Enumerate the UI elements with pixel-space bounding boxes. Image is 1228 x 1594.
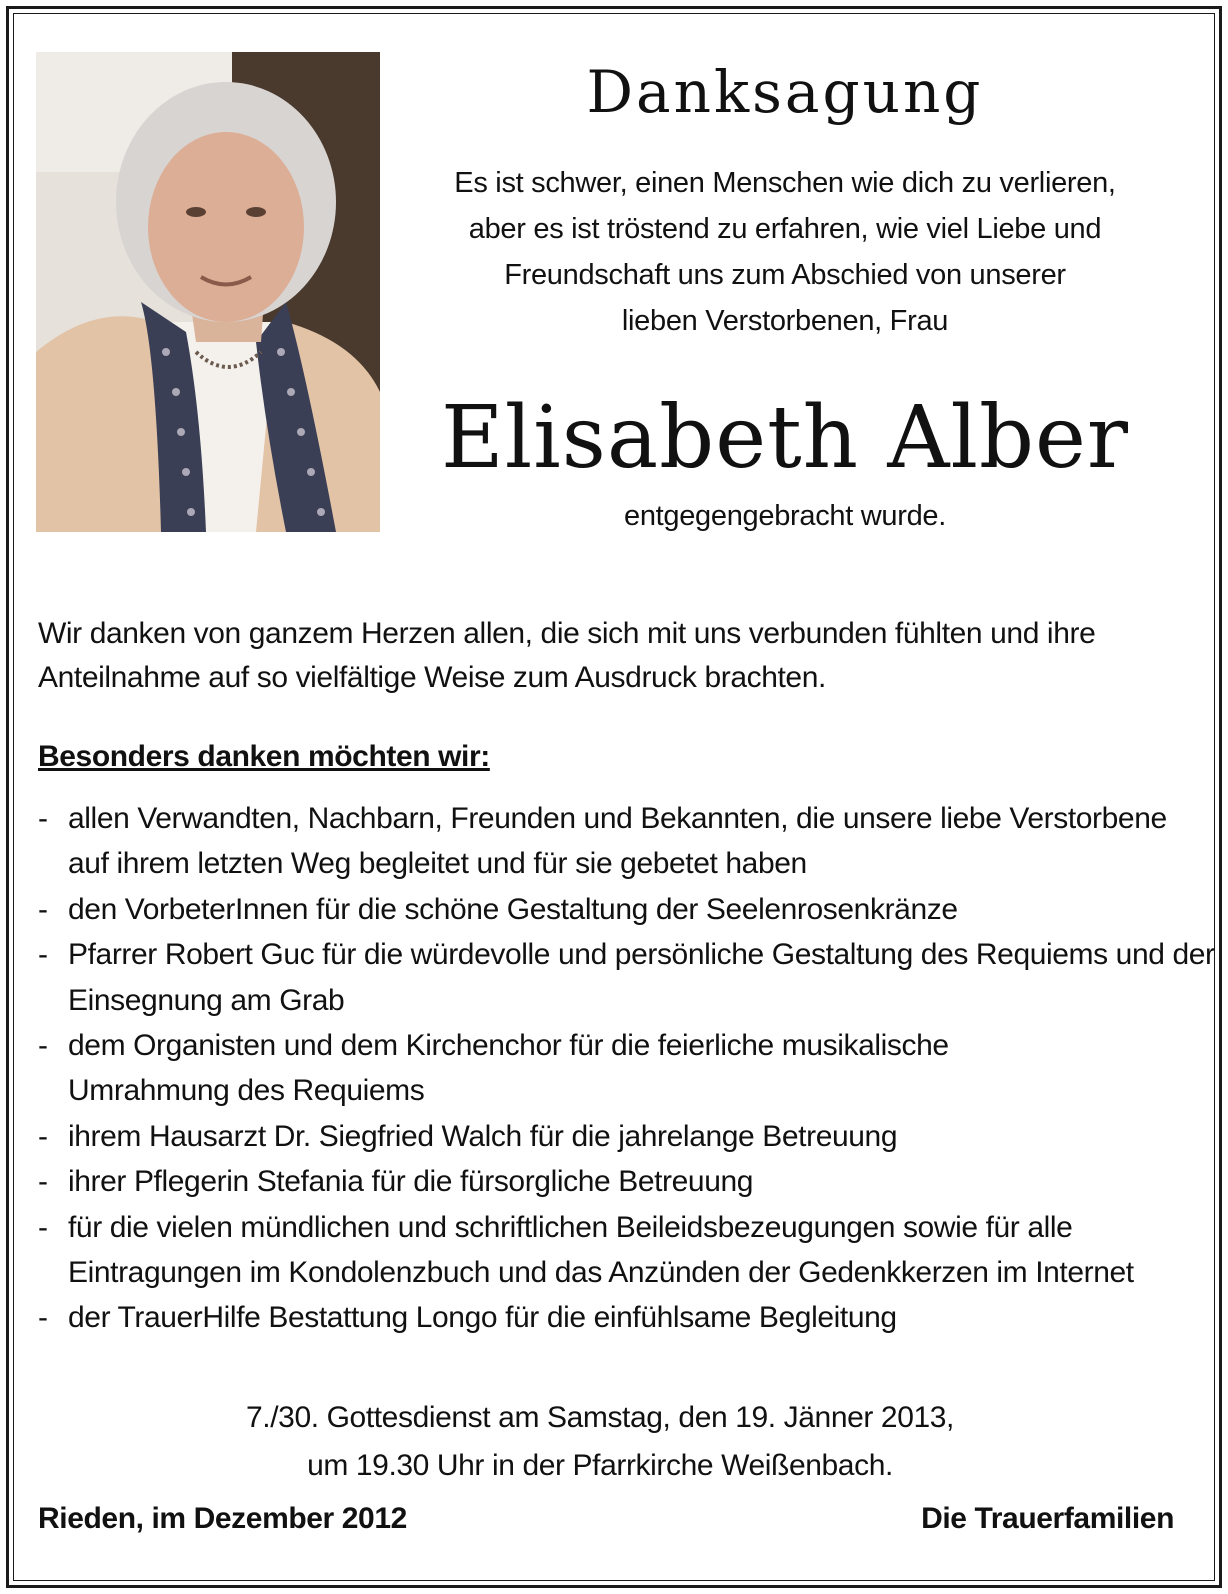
service-line: um 19.30 Uhr in der Pfarrkirche Weißenbach. [307,1449,893,1482]
service-line: 7./30. Gottesdienst am Samstag, den 19. Jänner 2013, [246,1401,954,1434]
list-item-line: Umrahmung des Requiems [68,1074,425,1108]
list-item-line: Pfarrer Robert Guc für die würdevolle und persönliche Gestaltung des Requiems und der [68,938,1215,972]
list-dash: - [38,938,48,972]
list-item [38,932,1215,1023]
intro-line: aber es ist tröstend zu erfahren, wie viel Liebe und [468,213,1102,245]
service-info [200,1394,1000,1490]
list-dash: - [38,802,48,835]
list-dash: - [38,892,48,926]
list-item-line: den VorbeterInnen für die schöne Gestaltung der Seelenrosenkränze [68,892,958,926]
list-item [38,1295,1208,1340]
thanks-line: Wir danken von ganzem Herzen allen, die sich mit uns verbunden fühlten und ihre [38,617,1096,650]
after-name-text: entgegengebracht wurde. [623,500,946,532]
list-item [38,1114,1208,1159]
thanks-list [38,796,1215,1341]
list-dash: - [38,1165,48,1199]
list-item-line: der TrauerHilfe Bestattung Longo für die einfühlsame Begleitung [68,1301,897,1335]
list-item-line: allen Verwandten, Nachbarn, Freunden und Bekannten, die unsere liebe Verstorbene [68,802,1167,835]
intro-line: Freundschaft uns zum Abschied von unserer [504,259,1066,291]
special-thanks-heading: Besonders danken möchten wir: [38,740,490,773]
list-item-line: ihrem Hausarzt Dr. Siegfried Walch für die jahrelange Betreuung [68,1119,898,1153]
list-dash: - [38,1301,48,1335]
portrait-photo [36,52,380,532]
portrait-illustration [36,52,380,532]
list-item [38,796,1208,887]
list-item-line: auf ihrem letzten Weg begleitet und für sie gebetet haben [68,847,807,881]
notice-title: Danksagung [586,58,984,126]
list-item [38,1205,1208,1296]
list-dash: - [38,1119,48,1153]
deceased-name: Elisabeth Alber [440,388,1130,488]
signature: Die Trauerfamilien [921,1502,1174,1535]
list-item [38,887,1208,932]
thanks-line: Anteilnahme auf so vielfältige Weise zum Ausdruck brachten. [38,661,826,694]
list-item [38,1159,1208,1204]
intro-text [400,160,1170,344]
list-item-line: für die vielen mündlichen und schriftlichen Beileidsbezeugungen sowie für alle [68,1210,1073,1244]
intro-line: Es ist schwer, einen Menschen wie dich zu verlieren, [454,167,1116,199]
intro-line: lieben Verstorbenen, Frau [621,305,949,337]
list-dash: - [38,1210,48,1244]
list-item-line: Einsegnung am Grab [68,983,345,1017]
thanks-paragraph [38,612,1188,700]
place-date: Rieden, im Dezember 2012 [38,1502,407,1535]
list-item-line: dem Organisten und dem Kirchenchor für die feierliche musikalische [68,1029,949,1063]
list-item-line: ihrer Pflegerin Stefania für die fürsorgliche Betreuung [68,1165,754,1199]
list-dash: - [38,1029,48,1063]
list-item [38,1023,1208,1114]
list-item-line: Eintragungen im Kondolenzbuch und das Anzünden der Gedenkkerzen im Internet [68,1256,1134,1290]
